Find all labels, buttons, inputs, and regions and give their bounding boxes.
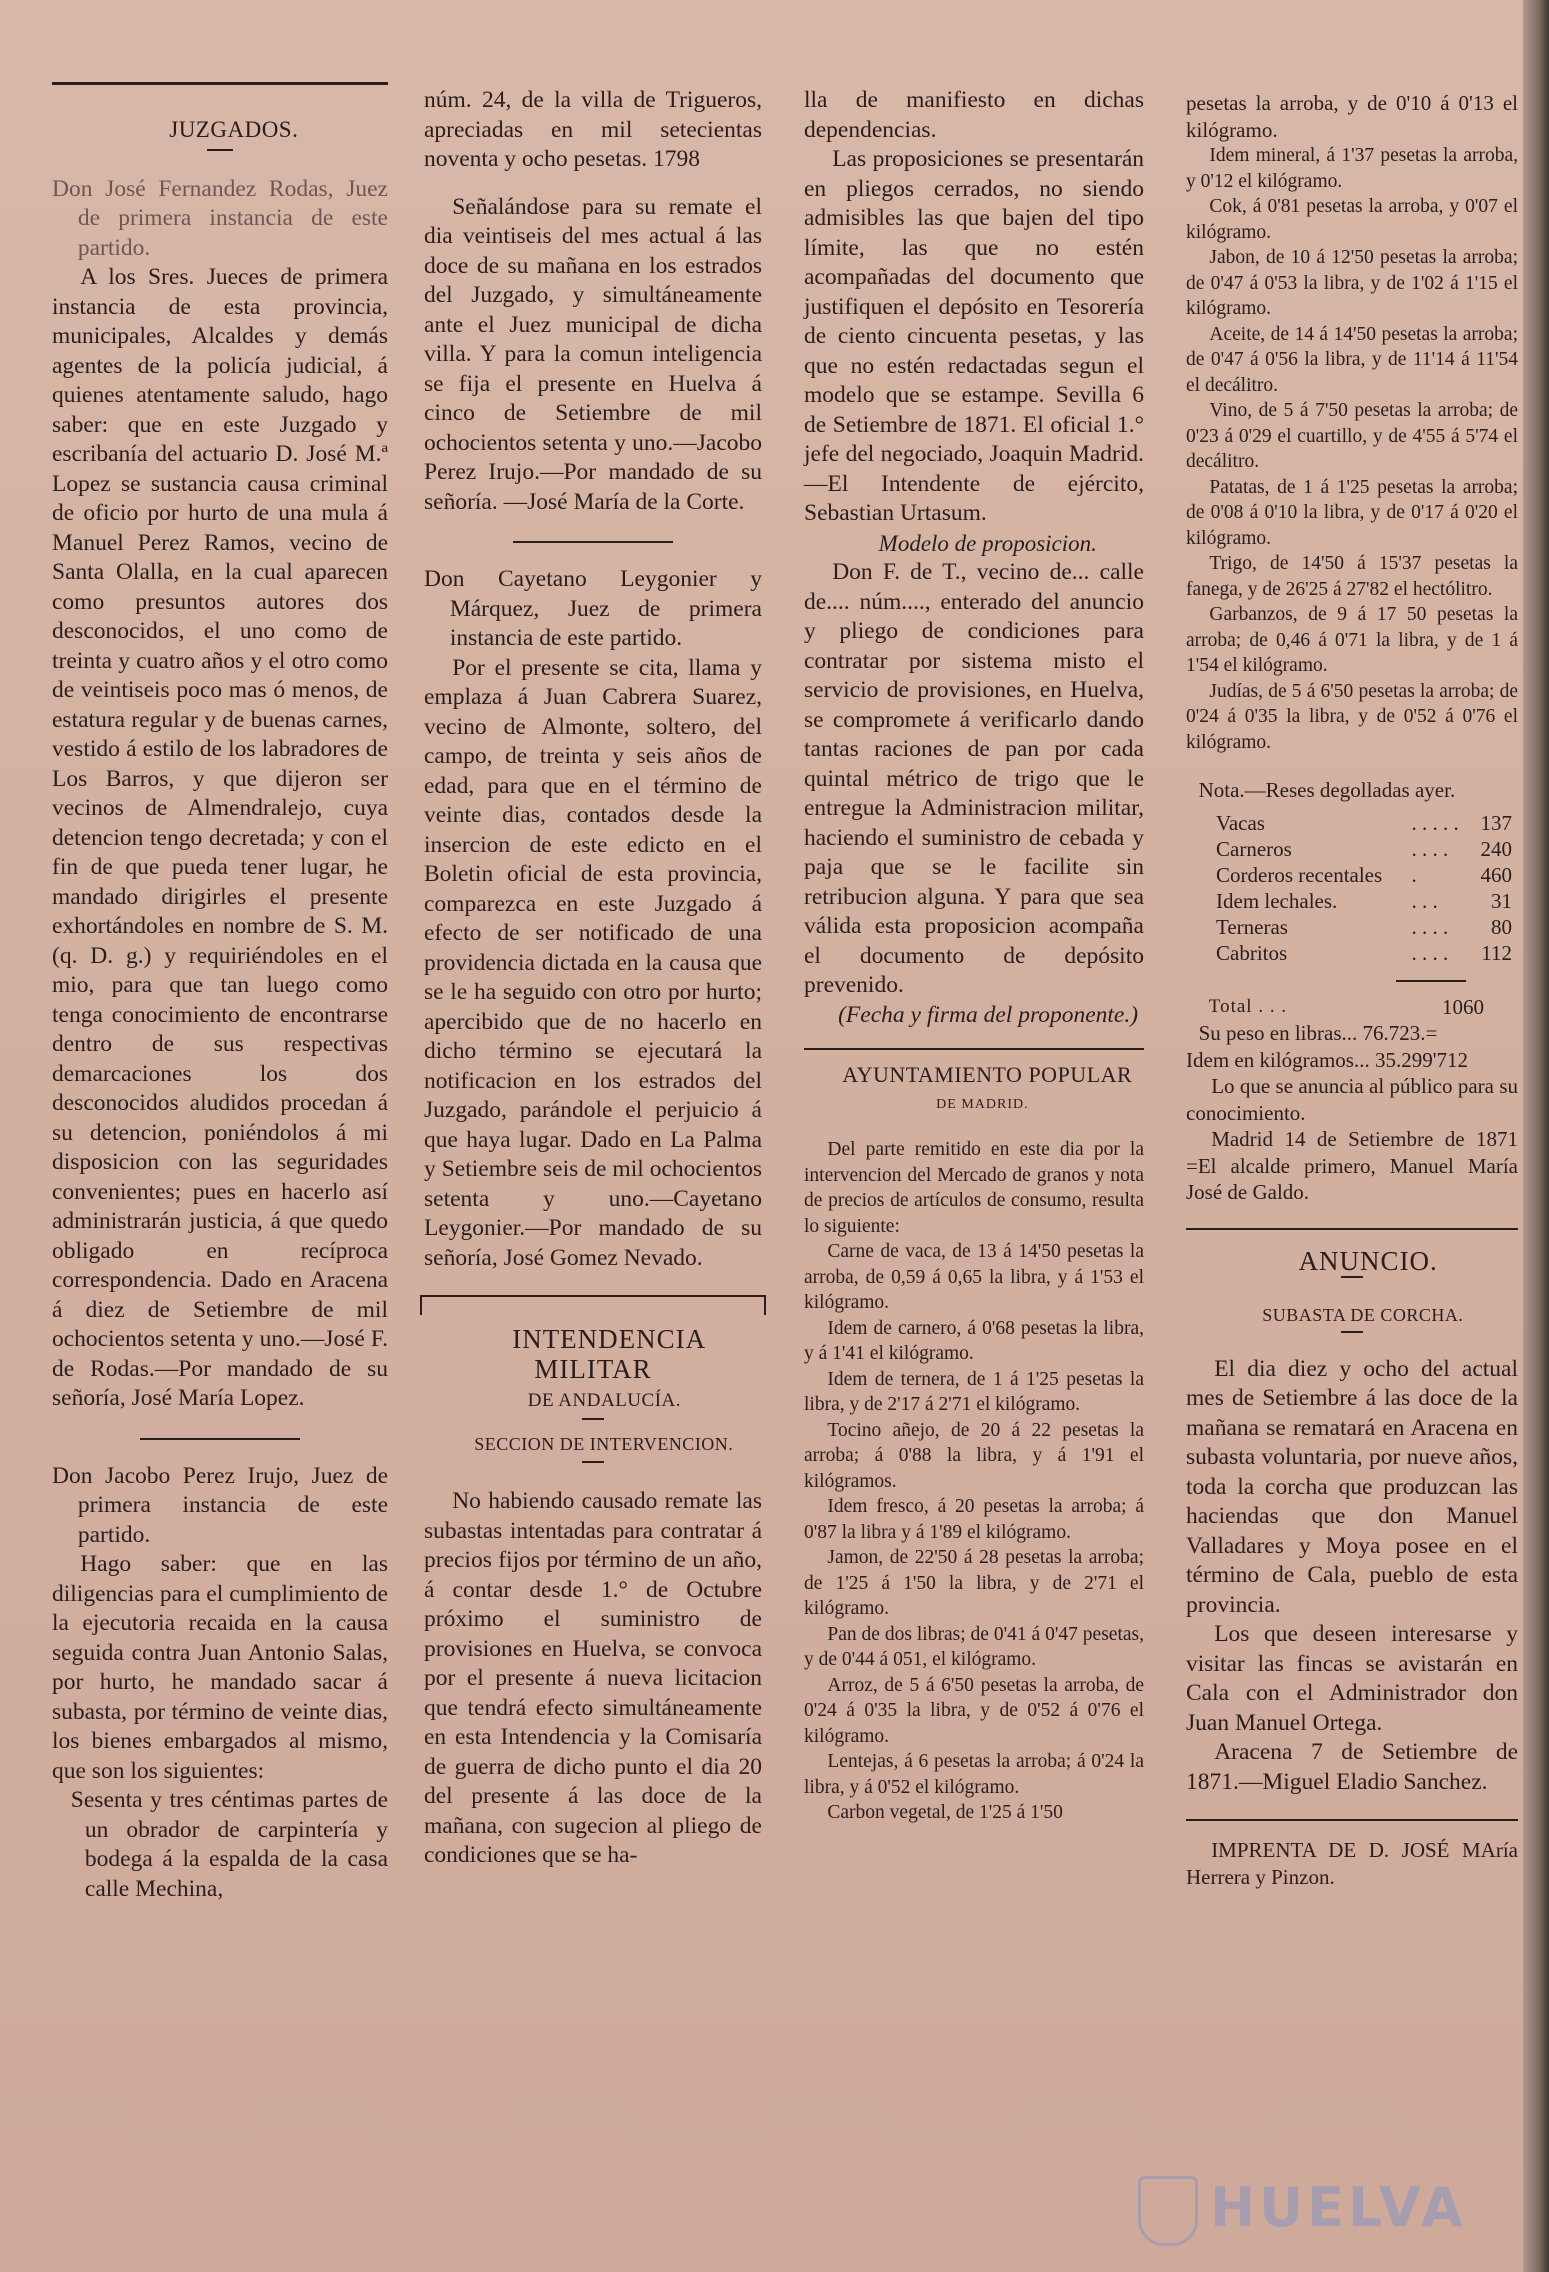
dash-divider [582, 1461, 604, 1463]
peso-kilogramos: Idem en kilógramos... 35.299'712 [1186, 1047, 1468, 1072]
price-item: Carne de vaca, de 13 á 14'50 pesetas la arroba, de 0,59 á 0,65 la libra, y á 1'53 el kilógramo. [804, 1241, 1144, 1313]
column-2 [424, 87, 762, 1871]
price-item: Idem fresco, á 20 pesetas la arroba; á 0'87 la libra y á 1'89 el kilógramo. [804, 1496, 1144, 1543]
article-3-body: Por el presente se cita, llama y emplaza á Juan Cabrera Suarez, vecino de Almonte, soltero, del campo, de treinta y seis años de edad, para que en el término de veinte dias, contados desde la insercion de este edicto en el Boletin oficial de esta provincia, comparezca en este Juzgado á efecto de ser notificado de una providencia dictada en la causa que se le ha seguido con otro por hurto; apercibido que de no hacerlo en dicho término se ejecutará la notificacion en los estrados del Juzgado, parándole el perjuicio á que haya lugar. Dado en La Palma y Setiembre seis de mil ochocientos setenta y uno.—Cayetano Leygonier.—Por mandado de su señoría, José Gomez Nevado. [424, 654, 762, 1271]
article-divider [140, 1438, 300, 1440]
intendencia-body-2: Las proposiciones se presentarán en pliegos cerrados, no siendo admisibles las que bajen del tipo límite, las que no estén acompañadas del documento que justifiquen el depósito en Tesorería de ciento cincuenta pesetas, y las que no estén redactadas segun el modelo que se estampe. Sevilla 6 de Setiembre de 1871. El oficial 1.° jefe del negociado, Joaquin Madrid.—El Intendente de ejército, Sebastian Urtasum. [804, 146, 1144, 526]
price-list [1186, 143, 1518, 755]
livestock-dots: . [1411, 862, 1417, 887]
article-3-heading: Don Cayetano Leygonier y Márquez, Juez de primera instancia de este partido. [424, 566, 762, 651]
anuncio-signature: Aracena 7 de Setiembre de 1871.—Miguel Eladio Sanchez. [1186, 1739, 1518, 1795]
price-item: Jamon, de 22'50 á 28 pesetas la arroba; de 1'25 á 1'50 la libra, y de 2'71 el kilógramo. [804, 1547, 1144, 1619]
page-edge-shadow [1523, 0, 1549, 2272]
livestock-row [1214, 810, 1546, 836]
livestock-name: Terneras [1216, 914, 1288, 939]
price-item: Carbon vegetal, de 1'25 á 1'50 [827, 1802, 1063, 1823]
shield-icon [1138, 2176, 1198, 2246]
price-item: Judías, de 5 á 6'50 pesetas la arroba; de 0'24 á 0'35 la libra, y de 0'52 á 0'76 el kilógramo. [1186, 680, 1518, 753]
price-item: Vino, de 5 á 7'50 pesetas la arroba; de 0'23 á 0'29 el cuartillo, y de 4'55 á 5'74 el decálitro. [1186, 400, 1518, 472]
livestock-count: 137 [1480, 810, 1512, 835]
column-1 [52, 86, 388, 1904]
price-item: Jabon, de 10 á 12'50 pesetas la arroba; de 0'47 á 0'53 la libra, y de 1'02 á 1'15 el kilógramo. [1186, 247, 1518, 319]
intendencia-body: No habiendo causado remate las subastas intentadas para contratar á precios fijos por término de un año, á contar desde 1.° de Octubre próximo el suministro de provisiones en Huelva, se convoca por el presente á nueva licitacion que tendrá efecto simultáneamente en esta Intendencia y la Comisaría de guerra de dicho punto el dia 20 del presente á las doce de la mañana, con sugecion al pliego de condiciones que se ha- [424, 1488, 762, 1868]
watermark-text: HUELVA [1210, 2176, 1467, 2239]
price-item: Tocino añejo, de 20 á 22 pesetas la arroba; á 0'88 la libra, y á 1'91 el kilógramos. [804, 1419, 1144, 1492]
livestock-dots: . . . . [1411, 940, 1449, 965]
column-4 [1186, 90, 1518, 1890]
price-item: Lentejas, á 6 pesetas la arroba; á 0'24 la libra, y á 0'52 el kilógramo. [804, 1751, 1144, 1798]
price-item: Idem de carnero, á 0'68 pesetas la libra, y á 1'41 el kilógramo. [804, 1317, 1144, 1364]
article-1-body: A los Sres. Jueces de primera instancia de esta provincia, municipales, Alcaldes y demás agentes de la policía judicial, á quienes atentamente saludo, hago saber: que en este Juzgado y escribanía del actuario D. José M.ª Lopez se sustancia causa criminal de oficio por hurto de una mula á Manuel Perez Ramos, vecino de Santa Olalla, en la cual aparecen como presuntos autores dos desconocidos, el uno como de treinta y cuatro años y el otro como de veintiseis poco mas ó menos, de estatura regular y de buenas carnes, vestido á estilo de los labradores de Los Barros, y que dijeron ser vecinos de Almendralejo, cuya detencion tengo decretada; y con el fin de que pueda tener lugar, he mandado dirigirles el presente exhortándoles en nombre de S. M. (q. D. g.) y requiriéndoles en el mio, para que tan luego como tenga conocimiento de encontrarse dentro de sus respectivas demarcaciones los dos desconocidos aludidos procedan á su detencion, poniéndolos á mi disposicion con las seguridades convenientes; pues en hacerlo así administrarán justicia, á que quedo obligado en recíproca correspondencia. Dado en Aracena á diez de Setiembre de mil ochocientos setenta y uno.—José F. de Rodas.—Por mandado de su señoría, José María Lopez. [52, 264, 388, 1411]
sum-line [1396, 980, 1466, 982]
modelo-signature: (Fecha y firma del proponente.) [838, 1001, 1139, 1028]
intendencia-section: SECCION DE INTERVENCION. [474, 1433, 734, 1454]
anuncio-body-2: Los que deseen interesarse y visitar las fincas se avistarán en Cala con el Administrador don Juan Manuel Ortega. [1186, 1621, 1518, 1736]
section-box-top [420, 1295, 766, 1315]
anuncio-title: ANUNCIO. [1298, 1245, 1438, 1276]
article-2-heading: Don Jacobo Perez Irujo, Juez de primera instancia de este partido. [52, 1462, 388, 1548]
price-item: Garbanzos, de 9 á 17 50 pesetas la arroba; de 0,46 á 0'71 la libra, y de 1 á 1'54 el kilógramo. [1186, 604, 1518, 676]
livestock-name: Corderos recentales [1216, 862, 1383, 887]
livestock-row [1214, 888, 1546, 914]
article-2-body-2: Señalándose para su remate el dia veintiseis del mes actual á las doce de su mañana en los estrados del Juzgado, y simultáneamente ante el Juez municipal de dicha villa. Y para la comun inteligencia se fija el presente en Huelva á cinco de Setiembre de mil ochocientos setenta y uno.—Jacobo Perez Irujo.—Por mandado de su señoría. —José María de la Corte. [424, 193, 762, 515]
price-item: Trigo, de 14'50 á 15'37 pesetas la fanega, y de 26'25 á 27'82 el hectólitro. [1186, 553, 1518, 600]
intendencia-subtitle: DE ANDALUCÍA. [527, 1390, 681, 1411]
livestock-dots: . . . . . [1411, 810, 1459, 835]
price-item: Arroz, de 5 á 6'50 pesetas la arroba, de 0'24 á 0'35 la libra, y de 0'52 á 0'76 el kilógramo. [804, 1674, 1144, 1747]
livestock-name: Idem lechales. [1216, 888, 1338, 913]
price-list [804, 1239, 1144, 1800]
anuncio-body-1: El dia diez y ocho del actual mes de Setiembre á las doce de la mañana se rematará en Aracena en subasta voluntaria, por nueve años, toda la corcha que produzcan las haciendas que don Manuel Valladares y Moya posee en el término de Cala, pueblo de esta provincia. [1186, 1355, 1518, 1618]
conocimiento-note: Lo que se anuncia al público para su conocimiento. [1186, 1074, 1518, 1125]
article-2-body: Hago saber: que en las diligencias para el cumplimiento de la ejecutoria recaida en la causa seguida contra Juan Antonio Salas, por hurto, he mandado sacar á subasta, por término de veinte dias, los bienes embargados al mismo, que son los siguientes: [52, 1551, 388, 1784]
total-label: Total . . . [1208, 995, 1288, 1017]
article-2-continuation: núm. 24, de la villa de Trigueros, apreciadas en mil setecientas noventa y ocho pesetas. 1798 [424, 87, 762, 172]
livestock-row [1214, 940, 1546, 966]
ayuntamiento-intro: Del parte remitido en este dia por la intervencion del Mercado de granos y nota de precios de artículos de consumo, resulta lo siguiente: [804, 1139, 1144, 1237]
article-1-heading: Don José Fernandez Rodas, Juez de primera instancia de este partido. [52, 175, 388, 261]
livestock-dots: . . . [1411, 888, 1438, 913]
ayuntamiento-title: AYUNTAMIENTO POPULAR [842, 1062, 1133, 1087]
price-item: Idem mineral, á 1'37 pesetas la arroba, y 0'12 el kilógramo. [1186, 145, 1518, 192]
price-item: Pan de dos libras; de 0'41 á 0'47 pesetas, y de 0'44 á 051, el kilógramo. [804, 1623, 1144, 1670]
livestock-count: 112 [1481, 940, 1512, 965]
livestock-name: Carneros [1216, 836, 1292, 861]
livestock-table [1214, 810, 1546, 966]
livestock-count: 240 [1480, 836, 1512, 861]
dash-divider [1341, 1331, 1363, 1333]
livestock-count: 460 [1480, 862, 1512, 887]
section-rule [1186, 1228, 1518, 1230]
total-row [1186, 994, 1518, 1021]
dash-divider [1341, 1276, 1363, 1278]
livestock-dots: . . . . [1411, 914, 1449, 939]
footer-rule [1186, 1819, 1518, 1821]
article-2-item: Sesenta y tres céntimas partes de un obrador de carpintería y bodega á la espalda de la casa calle Mechina, [70, 1787, 388, 1902]
peso-libras: Su peso en libras... 76.723.= [1198, 1021, 1438, 1045]
imprenta-footer: IMPRENTA DE D. JOSÉ MAría Herrera y Pinzon. [1186, 1838, 1518, 1889]
livestock-dots: . . . . [1411, 836, 1449, 861]
livestock-row [1214, 914, 1546, 940]
column-3 [804, 87, 1144, 1826]
price-item: Aceite, de 14 á 14'50 pesetas la arroba; de 0'47 á 0'56 la libra, y de 11'14 á 11'54 el decálitro. [1186, 323, 1518, 396]
price-item: Patatas, de 1 á 1'25 pesetas la arroba; de 0'08 á 0'10 la libra, y de 0'17 á 0'20 el kilógramo. [1186, 476, 1518, 549]
archive-watermark [1138, 2176, 1508, 2256]
price-item: Idem de ternera, de 1 á 1'25 pesetas la libra, y de 2'17 á 2'71 el kilógramo. [804, 1368, 1144, 1415]
intendencia-continuation: lla de manifiesto en dichas dependencias. [804, 87, 1144, 143]
livestock-row [1214, 836, 1546, 862]
intendencia-title: INTENDENCIA MILITAR [512, 1324, 707, 1384]
modelo-body: Don F. de T., vecino de... calle de.... núm...., enterado del anuncio y pliego de condiciones para contratar por sistema misto el servicio de provisiones, en Huelva, se compromete á verificarlo dando tantas raciones de pan por cada quintal métrico de trigo que le entregue la Administracion militar, haciendo el suministro de cebada y paja que se le facilite sin retribucion alguna. Y para que sea válida esta proposicion acompaña el documento de depósito prevenido. [804, 559, 1144, 998]
livestock-row [1214, 862, 1546, 888]
price-continuation: pesetas la arroba, y de 0'10 á 0'13 el kilógramo. [1186, 91, 1518, 142]
ayuntamiento-subtitle: DE MADRID. [936, 1096, 1029, 1112]
price-item: Cok, á 0'81 pesetas la arroba, y 0'07 el kilógramo. [1186, 196, 1518, 243]
nota-reses: Nota.—Reses degolladas ayer. [1198, 778, 1456, 802]
section-rule [804, 1048, 1144, 1050]
dash-divider [207, 149, 233, 151]
dash-divider [582, 1418, 604, 1420]
livestock-count: 31 [1491, 888, 1512, 913]
top-rule [52, 82, 388, 85]
section-title-juzgados: JUZGADOS. [169, 117, 299, 142]
livestock-name: Vacas [1216, 810, 1265, 835]
anuncio-subtitle: SUBASTA DE CORCHA. [1262, 1305, 1464, 1325]
article-divider [513, 541, 673, 543]
livestock-name: Cabritos [1216, 940, 1288, 965]
modelo-title: Modelo de proposicion. [878, 530, 1097, 556]
livestock-count: 80 [1491, 914, 1512, 939]
madrid-date-signature: Madrid 14 de Setiembre de 1871 =El alcalde primero, Manuel María José de Galdo. [1186, 1127, 1518, 1204]
total-value: 1060 [1442, 994, 1484, 1019]
